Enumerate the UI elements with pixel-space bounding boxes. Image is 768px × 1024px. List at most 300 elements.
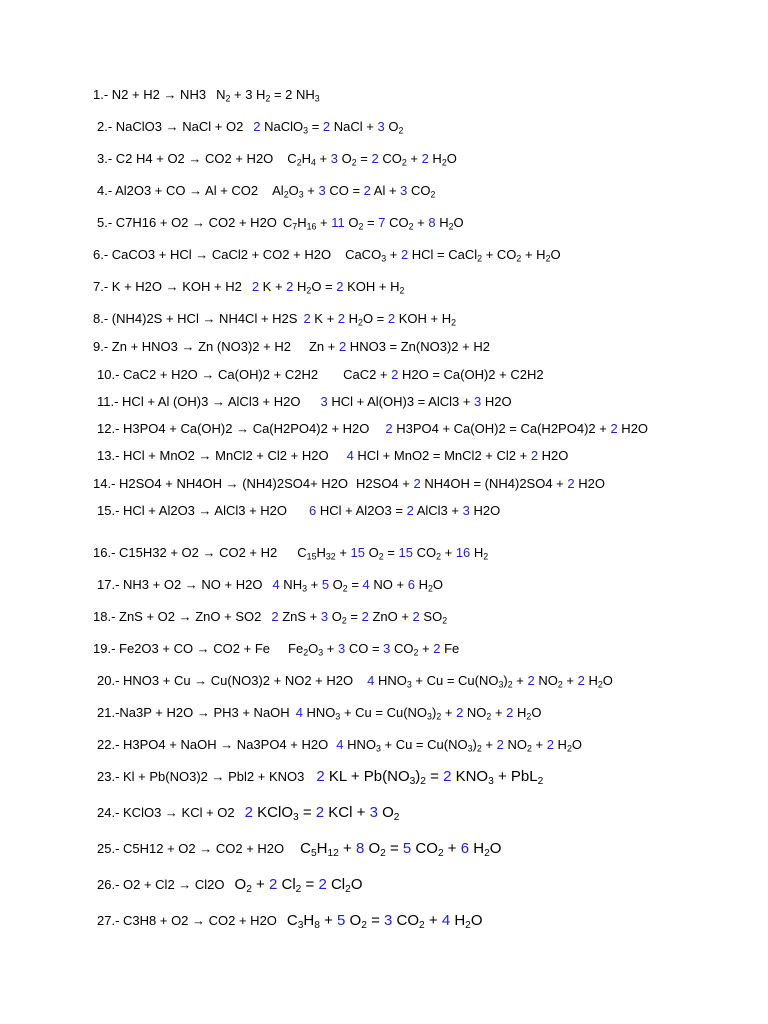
unbalanced-equation: 1.- N2 + H2 → NH3: [93, 87, 207, 102]
formula-text: + H: [521, 247, 546, 262]
formula-text: HNO: [374, 673, 407, 688]
balanced-equation: [347, 448, 569, 463]
equation-line: [93, 279, 404, 295]
formula-text: NO: [503, 737, 527, 752]
formula-text: H2O: [469, 503, 501, 518]
unbalanced-equation: 4.- Al2O3 + CO → Al + CO2: [97, 183, 259, 198]
unbalanced-equation: 6.- CaCO3 + HCl → CaCl2 + CO2 + H2O: [93, 247, 332, 262]
subscript: 2: [246, 883, 252, 895]
subscript: 3: [375, 743, 381, 754]
balanced-equation: [272, 577, 443, 592]
formula-text: HCl = CaCl: [408, 247, 478, 262]
equation-line: [97, 705, 541, 721]
coefficient: 2: [244, 804, 253, 821]
unbalanced-equation: 16.- C15H32 + O2 → CO2 + H2: [93, 545, 278, 560]
formula-text: O: [531, 705, 542, 720]
subscript: 2: [306, 285, 312, 296]
balanced-equation: [300, 840, 501, 857]
formula-text: +: [491, 705, 507, 720]
formula-text: CO: [390, 641, 414, 656]
formula-text: =: [383, 545, 399, 560]
formula-text: HNO: [343, 737, 376, 752]
formula-text: HCl + Al2O3 =: [316, 503, 407, 518]
balanced-equation: [309, 339, 490, 354]
subscript: 2: [341, 615, 347, 626]
formula-text: H: [316, 840, 328, 857]
balanced-equation: [321, 394, 512, 409]
balanced-equation: [245, 804, 400, 821]
subscript: 7: [292, 221, 298, 232]
unbalanced-equation: 24.- KClO3 → KCl + O2: [97, 805, 235, 820]
balanced-equation: [216, 87, 320, 102]
subscript: 2: [597, 679, 603, 690]
formula-text: ): [431, 705, 437, 720]
unbalanced-equation: 26.- O2 + Cl2 → Cl2O: [97, 877, 225, 892]
formula-text: O: [550, 247, 561, 262]
formula-text: H2O: [574, 476, 605, 491]
formula-text: ): [472, 737, 477, 752]
coefficient: 2: [456, 705, 464, 720]
formula-text: +: [443, 840, 461, 857]
coefficient: 2: [530, 448, 539, 463]
unbalanced-equation: 12.- H3PO4 + Ca(OH)2 → Ca(H2PO4)2 + H2O: [97, 421, 370, 436]
subscript: 15: [306, 551, 317, 562]
coefficient: 2: [303, 311, 311, 326]
formula-text: O: [470, 912, 483, 929]
subscript: 3: [427, 711, 432, 722]
equation-line: [93, 641, 459, 657]
formula-text: CaC2 +: [343, 367, 392, 382]
formula-text: O: [364, 840, 381, 857]
subscript: 2: [448, 221, 454, 232]
formula-text: =: [298, 804, 316, 821]
formula-text: Zn +: [308, 339, 339, 354]
subscript: 2: [378, 551, 384, 562]
formula-text: +: [406, 151, 422, 166]
formula-text: H: [435, 215, 449, 230]
balanced-equation: [303, 311, 456, 326]
equation-line: [97, 913, 483, 929]
subscript: 2: [526, 743, 532, 754]
formula-text: Al +: [370, 183, 401, 198]
formula-text: N: [216, 87, 226, 102]
formula-text: =: [366, 912, 385, 929]
formula-text: HCl + MnO2 = MnCl2 + Cl2 +: [353, 448, 531, 463]
formula-text: KOH + H: [343, 279, 400, 294]
formula-text: O =: [362, 311, 388, 326]
formula-text: H: [293, 279, 307, 294]
formula-text: H2O: [617, 421, 649, 436]
coefficient: 2: [443, 768, 452, 785]
formula-text: Cl: [326, 876, 346, 893]
subscript: 2: [419, 919, 425, 931]
balanced-equation: [343, 367, 544, 382]
unbalanced-equation: 17.- NH3 + O2 → NO + H2O: [97, 577, 263, 592]
formula-text: CO: [378, 151, 402, 166]
formula-text: CO: [411, 840, 438, 857]
coefficient: 2: [363, 183, 371, 198]
equation-line: [93, 545, 488, 561]
subscript: 2: [358, 317, 363, 328]
subscript: 2: [342, 583, 348, 594]
coefficient: 2: [322, 119, 331, 134]
unbalanced-equation: 9.- Zn + HNO3 → Zn (NO3)2 + H2: [93, 339, 291, 354]
formula-text: +: [316, 215, 332, 230]
formula-text: H: [428, 151, 442, 166]
formula-text: O: [377, 804, 394, 821]
formula-text: +: [303, 183, 319, 198]
subscript: 4: [311, 157, 316, 168]
coefficient: 5: [402, 840, 412, 857]
formula-text: +: [335, 545, 351, 560]
formula-text: +: [315, 151, 331, 166]
formula-text: Fe: [440, 641, 460, 656]
coefficient: 3: [384, 912, 393, 929]
formula-text: =: [301, 876, 319, 893]
formula-text: Al: [272, 183, 284, 198]
formula-text: O: [234, 876, 247, 893]
balanced-equation: [235, 876, 363, 893]
formula-text: H: [301, 151, 311, 166]
subscript: 2: [225, 93, 231, 104]
coefficient: 2: [506, 705, 514, 720]
coefficient: 2: [527, 673, 535, 688]
formula-text: +: [424, 912, 442, 929]
subscript: 2: [401, 157, 407, 168]
coefficient: 3: [369, 804, 378, 821]
subscript: 2: [557, 679, 563, 690]
subscript: 2: [484, 847, 490, 859]
coefficient: 2: [567, 476, 575, 491]
formula-text: NH4OH = (NH4)2SO4 +: [420, 476, 568, 491]
formula-text: CO =: [345, 641, 384, 656]
coefficient: 2: [400, 247, 409, 262]
formula-text: O =: [311, 279, 337, 294]
subscript: 2: [296, 157, 302, 168]
balanced-equation: [288, 641, 459, 656]
balanced-equation: [336, 737, 582, 752]
subscript: 2: [413, 647, 419, 658]
formula-text: KCl +: [324, 804, 370, 821]
subscript: 3: [318, 647, 324, 658]
formula-text: CaCO: [345, 247, 382, 262]
coefficient: 4: [336, 737, 344, 752]
coefficient: 15: [350, 545, 365, 560]
subscript: 2: [361, 919, 367, 931]
coefficient: 2: [371, 151, 379, 166]
formula-text: O: [365, 545, 379, 560]
formula-text: =: [308, 119, 323, 134]
formula-text: ): [415, 768, 421, 785]
formula-text: +: [418, 641, 434, 656]
coefficient: 3: [318, 183, 326, 198]
formula-text: +: [512, 673, 528, 688]
balanced-equation: [385, 421, 648, 436]
equation-line: [97, 367, 544, 383]
subscript: 2: [437, 847, 444, 859]
subscript: 2: [483, 551, 489, 562]
coefficient: 8: [355, 840, 365, 857]
formula-text: AlCl3 +: [413, 503, 463, 518]
coefficient: 16: [455, 545, 471, 560]
subscript: 2: [537, 775, 544, 787]
formula-text: H: [303, 912, 315, 929]
coefficient: 8: [428, 215, 436, 230]
coefficient: 2: [496, 737, 504, 752]
subscript: 2: [408, 221, 414, 232]
coefficient: 2: [253, 119, 261, 134]
equation-line: [97, 769, 543, 785]
formula-text: Fe: [288, 641, 304, 656]
subscript: 2: [351, 157, 357, 168]
equation-line: [97, 503, 500, 519]
balanced-equation: [287, 151, 457, 166]
coefficient: 3: [330, 151, 338, 166]
formula-text: +: [319, 912, 338, 929]
formula-text: + Cu = Cu(NO: [411, 673, 499, 688]
formula-text: +: [562, 673, 578, 688]
coefficient: 4: [367, 673, 375, 688]
formula-text: H: [297, 215, 307, 230]
balanced-equation: [272, 183, 435, 198]
coefficient: 4: [272, 577, 280, 592]
subscript: 2: [566, 743, 572, 754]
balanced-equation: [296, 705, 542, 720]
formula-text: O: [453, 215, 464, 230]
coefficient: 2: [336, 279, 344, 294]
unbalanced-equation: 5.- C7H16 + O2 → CO2 + H2O: [97, 215, 277, 230]
equation-line: [93, 609, 447, 625]
formula-text: H: [513, 705, 527, 720]
formula-text: =: [385, 840, 403, 857]
formula-text: ZnO +: [368, 609, 413, 624]
formula-text: K +: [259, 279, 287, 294]
unbalanced-equation: 25.- C5H12 + O2 → CO2 + H2O: [97, 841, 285, 856]
subscript: 2: [477, 253, 483, 264]
unbalanced-equation: 2.- NaClO3 → NaCl + O2: [97, 119, 244, 134]
coefficient: 2: [433, 641, 441, 656]
formula-text: CO: [407, 183, 431, 198]
subscript: 2: [427, 583, 433, 594]
balanced-equation: [297, 545, 488, 560]
formula-text: H: [470, 545, 484, 560]
formula-text: +: [251, 876, 269, 893]
balanced-equation: [252, 279, 405, 294]
coefficient: 3: [383, 641, 391, 656]
coefficient: 2: [406, 503, 414, 518]
coefficient: 4: [295, 705, 303, 720]
formula-text: O: [288, 183, 299, 198]
equation-line: [97, 673, 613, 689]
unbalanced-equation: 3.- C2 H4 + O2 → CO2 + H2O: [97, 151, 274, 166]
formula-text: =: [347, 577, 363, 592]
formula-text: + 3 H: [230, 87, 266, 102]
coefficient: 3: [377, 119, 385, 134]
formula-text: +: [413, 215, 429, 230]
formula-text: +: [386, 247, 401, 262]
formula-text: HNO3 = Zn(NO3)2 + H2: [346, 339, 490, 354]
formula-text: KOH + H: [395, 311, 452, 326]
subscript: 2: [420, 775, 426, 787]
formula-text: O: [345, 912, 362, 929]
subscript: 3: [298, 189, 304, 200]
formula-text: O: [384, 119, 399, 134]
formula-text: +: [338, 840, 356, 857]
unbalanced-equation: 11.- HCl + Al (OH)3 → AlCl3 + H2O: [97, 394, 301, 409]
coefficient: 3: [320, 394, 328, 409]
formula-text: Cl: [277, 876, 296, 893]
subscript: 3: [409, 775, 416, 787]
coefficient: 2: [421, 151, 429, 166]
coefficient: 3: [320, 609, 329, 624]
coefficient: 15: [398, 545, 413, 560]
subscript: 2: [430, 189, 436, 200]
equation-line: [93, 311, 456, 327]
unbalanced-equation: 21.-Na3P + H2O → PH3 + NaOH: [97, 705, 290, 720]
subscript: 2: [442, 615, 448, 626]
equation-line: [93, 476, 605, 492]
equation-line: [97, 577, 443, 593]
formula-text: HCl + Al(OH)3 = AlCl3 +: [327, 394, 475, 409]
balanced-equation: [316, 768, 543, 785]
coefficient: 2: [546, 737, 554, 752]
subscript: 2: [451, 317, 457, 328]
unbalanced-equation: 19.- Fe2O3 + CO → CO2 + Fe: [93, 641, 271, 656]
coefficient: 4: [441, 912, 451, 929]
subscript: 3: [303, 125, 309, 136]
formula-text: +: [441, 705, 457, 720]
formula-text: H: [316, 545, 326, 560]
subscript: 2: [486, 711, 492, 722]
formula-text: CO: [392, 912, 420, 929]
formula-text: O: [308, 641, 319, 656]
equation-line: [93, 339, 490, 355]
subscript: 3: [297, 919, 304, 931]
formula-text: O: [328, 609, 342, 624]
formula-text: NO +: [369, 577, 408, 592]
subscript: 2: [358, 221, 364, 232]
coefficient: 3: [462, 503, 470, 518]
coefficient: 2: [316, 768, 325, 785]
balanced-equation: [253, 119, 403, 134]
formula-text: KNO: [451, 768, 489, 785]
subscript: 2: [265, 93, 271, 104]
subscript: 3: [406, 679, 412, 690]
subscript: 2: [399, 285, 405, 296]
subscript: 3: [381, 253, 387, 264]
coefficient: 2: [318, 876, 327, 893]
formula-text: =: [356, 151, 372, 166]
formula-text: C: [297, 545, 307, 560]
equation-line: [97, 151, 457, 167]
formula-text: C: [300, 840, 311, 857]
balanced-equation: [287, 912, 483, 929]
unbalanced-equation: 23.- Kl + Pb(NO3)2 → Pbl2 + KNO3: [97, 769, 305, 784]
subscript: 2: [436, 711, 442, 722]
coefficient: 2: [286, 279, 294, 294]
unbalanced-equation: 27.- C3H8 + O2 → CO2 + H2O: [97, 913, 277, 928]
equation-line: [97, 215, 464, 231]
coefficient: 2: [413, 476, 421, 491]
equation-line: [97, 394, 512, 410]
formula-text: C: [286, 912, 298, 929]
formula-text: + Cu = Cu(NO: [340, 705, 428, 720]
formula-text: H3PO4 + Ca(OH)2 = Ca(H2PO4)2 +: [392, 421, 611, 436]
subscript: 2: [476, 743, 482, 754]
unbalanced-equation: 15.- HCl + Al2O3 → AlCl3 + H2O: [97, 503, 288, 518]
subscript: 2: [545, 253, 551, 264]
formula-text: +: [481, 737, 497, 752]
formula-text: ZnS +: [278, 609, 321, 624]
coefficient: 2: [391, 367, 399, 382]
unbalanced-equation: 20.- HNO3 + Cu → Cu(NO3)2 + NO2 + H2O: [97, 673, 354, 688]
unbalanced-equation: 13.- HCl + MnO2 → MnCl2 + Cl2 + H2O: [97, 448, 329, 463]
coefficient: 2: [271, 609, 279, 624]
coefficient: 6: [407, 577, 415, 592]
subscript: 3: [314, 93, 320, 104]
unbalanced-equation: 10.- CaC2 + H2O → Ca(OH)2 + C2H2: [97, 367, 319, 382]
unbalanced-equation: 22.- H3PO4 + NaOH → Na3PO4 + H2O: [97, 737, 329, 752]
subscript: 2: [283, 189, 289, 200]
formula-text: O: [350, 876, 363, 893]
coefficient: 2: [361, 609, 369, 624]
equation-line: [97, 119, 403, 135]
formula-text: H: [584, 673, 598, 688]
formula-text: H: [469, 840, 485, 857]
coefficient: 5: [337, 912, 346, 929]
subscript: 2: [398, 125, 404, 136]
balanced-equation: [356, 476, 605, 491]
formula-text: H2O = Ca(OH)2 + C2H2: [398, 367, 544, 382]
formula-text: CO: [412, 545, 437, 560]
coefficient: 2: [315, 804, 325, 821]
unbalanced-equation: 8.- (NH4)2S + HCl → NH4Cl + H2S: [93, 311, 298, 326]
formula-text: +: [307, 577, 322, 592]
balanced-equation: [345, 247, 561, 262]
subscript: 2: [526, 711, 532, 722]
formula-text: =: [363, 215, 379, 230]
formula-text: O: [432, 577, 443, 592]
subscript: 2: [380, 847, 386, 859]
formula-text: = 2 NH: [270, 87, 315, 102]
formula-text: NaCl +: [330, 119, 378, 134]
subscript: 3: [302, 583, 307, 594]
formula-text: K +: [310, 311, 338, 326]
subscript: 32: [325, 551, 336, 562]
formula-text: CO: [385, 215, 409, 230]
subscript: 3: [335, 711, 341, 722]
coefficient: 2: [577, 673, 585, 688]
equation-line: [97, 805, 399, 821]
formula-text: + Cu = Cu(NO: [380, 737, 468, 752]
formula-text: H: [345, 311, 359, 326]
formula-text: KClO: [252, 804, 293, 821]
formula-text: HNO: [302, 705, 336, 720]
coefficient: 2: [412, 609, 420, 624]
formula-text: O: [337, 151, 352, 166]
coefficient: 6: [460, 840, 470, 857]
unbalanced-equation: 7.- K + H2O → KOH + H2: [93, 279, 242, 294]
subscript: 5: [310, 847, 317, 859]
coefficient: 2: [251, 279, 260, 294]
formula-text: O: [602, 673, 613, 688]
formula-text: + PbL: [493, 768, 538, 785]
formula-text: H: [414, 577, 428, 592]
formula-text: SO: [419, 609, 443, 624]
subscript: 2: [516, 253, 522, 264]
subscript: 2: [441, 157, 447, 168]
formula-text: =: [346, 609, 362, 624]
